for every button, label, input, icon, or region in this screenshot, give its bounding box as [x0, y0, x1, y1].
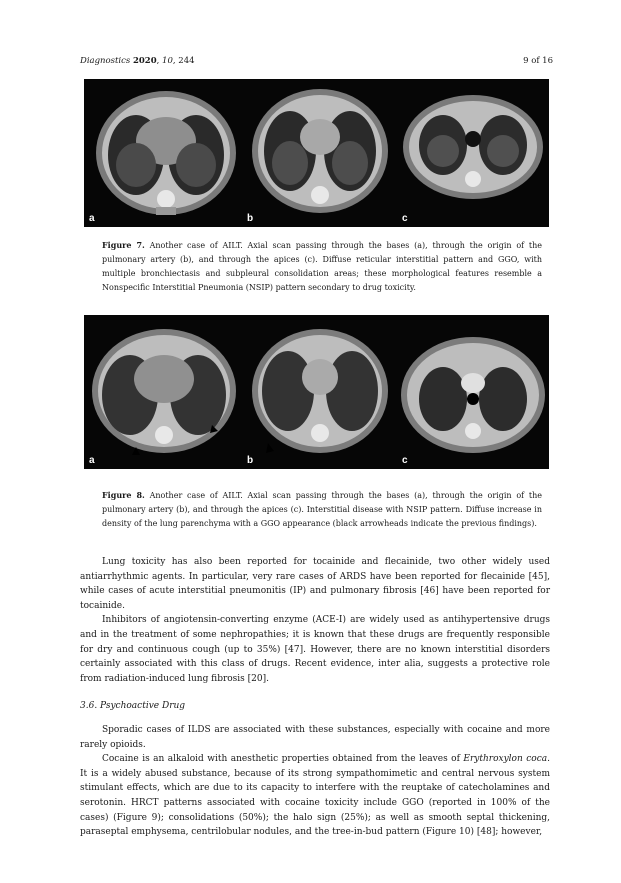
figure-7-panel-c — [397, 79, 549, 227]
figure-7-caption — [102, 238, 542, 295]
panel-label: b — [247, 455, 254, 466]
journal-volume: 10 — [162, 56, 173, 66]
ct-scan-image — [397, 79, 549, 227]
panel-label: b — [247, 213, 254, 224]
body-text-block-1 — [80, 555, 550, 686]
paragraph — [80, 752, 550, 840]
species-name: Erythroxylon coca — [463, 754, 548, 765]
article-number: 244 — [178, 56, 195, 66]
figure-7-panel-a — [84, 79, 242, 227]
panel-label: a — [89, 455, 95, 466]
page-header — [80, 56, 553, 66]
figure-8-image — [84, 315, 549, 469]
page-number: 9 of 16 — [523, 56, 553, 66]
caption-label: Figure 8. — [102, 490, 145, 500]
journal-name: Diagnostics — [80, 56, 131, 66]
figure-8-caption — [102, 488, 542, 531]
ct-scan-image — [84, 79, 242, 227]
figure-7-panel-b — [242, 79, 397, 227]
panel-label: a — [89, 213, 95, 224]
paragraph: Lung toxicity has also been reported for tocainide and flecainide, two other widely used antiarrhythmic agents. In particular, very rare cases of ARDS have been reported for flecainide [45], while cases of acute interstitial pneumonitis (IP) and pulmonary fibrosis [46] have been reported for tocainide. — [80, 557, 550, 611]
ct-scan-image — [242, 315, 397, 469]
ct-scan-image — [84, 315, 242, 469]
ct-scan-image — [397, 315, 549, 469]
panel-label: c — [402, 455, 408, 466]
journal-year: 2020 — [132, 56, 157, 66]
figure-8-panel-c — [397, 315, 549, 469]
paragraph-text: . It is a widely abused substance, because of its strong sympathomimetic and central nervous system stimulant effects, which are due to its capacity to interfere with the reuptake of catecholamines and serotonin. HRCT patterns associated with cocaine toxicity include GGO (reported in 100% of the cases) (Figure 9); consolidations (50%); the halo sign (25%); as well as smooth septal thickening, paraseptal emphysema, centrilobular nodules, and the tree-in-bud pattern (Figure 10) [48]; however, — [80, 754, 550, 838]
figure-8-panel-a — [84, 315, 242, 469]
caption-text: Another case of AILT. Axial scan passing through the bases (a), through the origin of the pulmonary artery (b), and through the apices (c). Interstitial disease with NSIP pattern. Diffuse increase in density of the lung parenchyma with a GGO appearance (black arrowheads indicate the previous findings). — [102, 491, 542, 528]
paragraph: Sporadic cases of ILDS are associated with these substances, especially with cocaine and more rarely opioids. — [80, 725, 550, 750]
paragraph-text: Cocaine is an alkaloid with anesthetic properties obtained from the leaves of — [102, 754, 464, 765]
ct-scan-image — [242, 79, 397, 227]
figure-8-panel-b — [242, 315, 397, 469]
body-text-block-2 — [80, 723, 550, 840]
caption-text: Another case of AILT. Axial scan passing through the bases (a), through the origin of the pulmonary artery (b), and through the apices (c). Diffuse reticular interstitial pattern and GGO, with multiple bronchiectasis and subpleural consolidation areas; these morphological features resemble a Nonspecific Interstitial Pneumonia (NSIP) pattern secondary to drug toxicity. — [102, 241, 542, 292]
caption-label: Figure 7. — [102, 240, 145, 250]
section-heading: 3.6. Psychoactive Drug — [80, 701, 186, 711]
journal-citation: Diagnostics 2020, 10, 244 — [80, 56, 195, 66]
panel-label: c — [402, 213, 408, 224]
paragraph: Inhibitors of angiotensin-converting enzyme (ACE-I) are widely used as antihypertensive drugs and in the treatment of some nephropathies; it is known that these drugs are frequently responsible for dry and continuous cough (up to 35%) [47]. However, there are no known interstitial disorders certainly associated with this class of drugs. Recent evidence, inter alia, suggests a protective role from radiation-induced lung fibrosis [20]. — [80, 615, 550, 684]
figure-7-image — [84, 79, 549, 227]
